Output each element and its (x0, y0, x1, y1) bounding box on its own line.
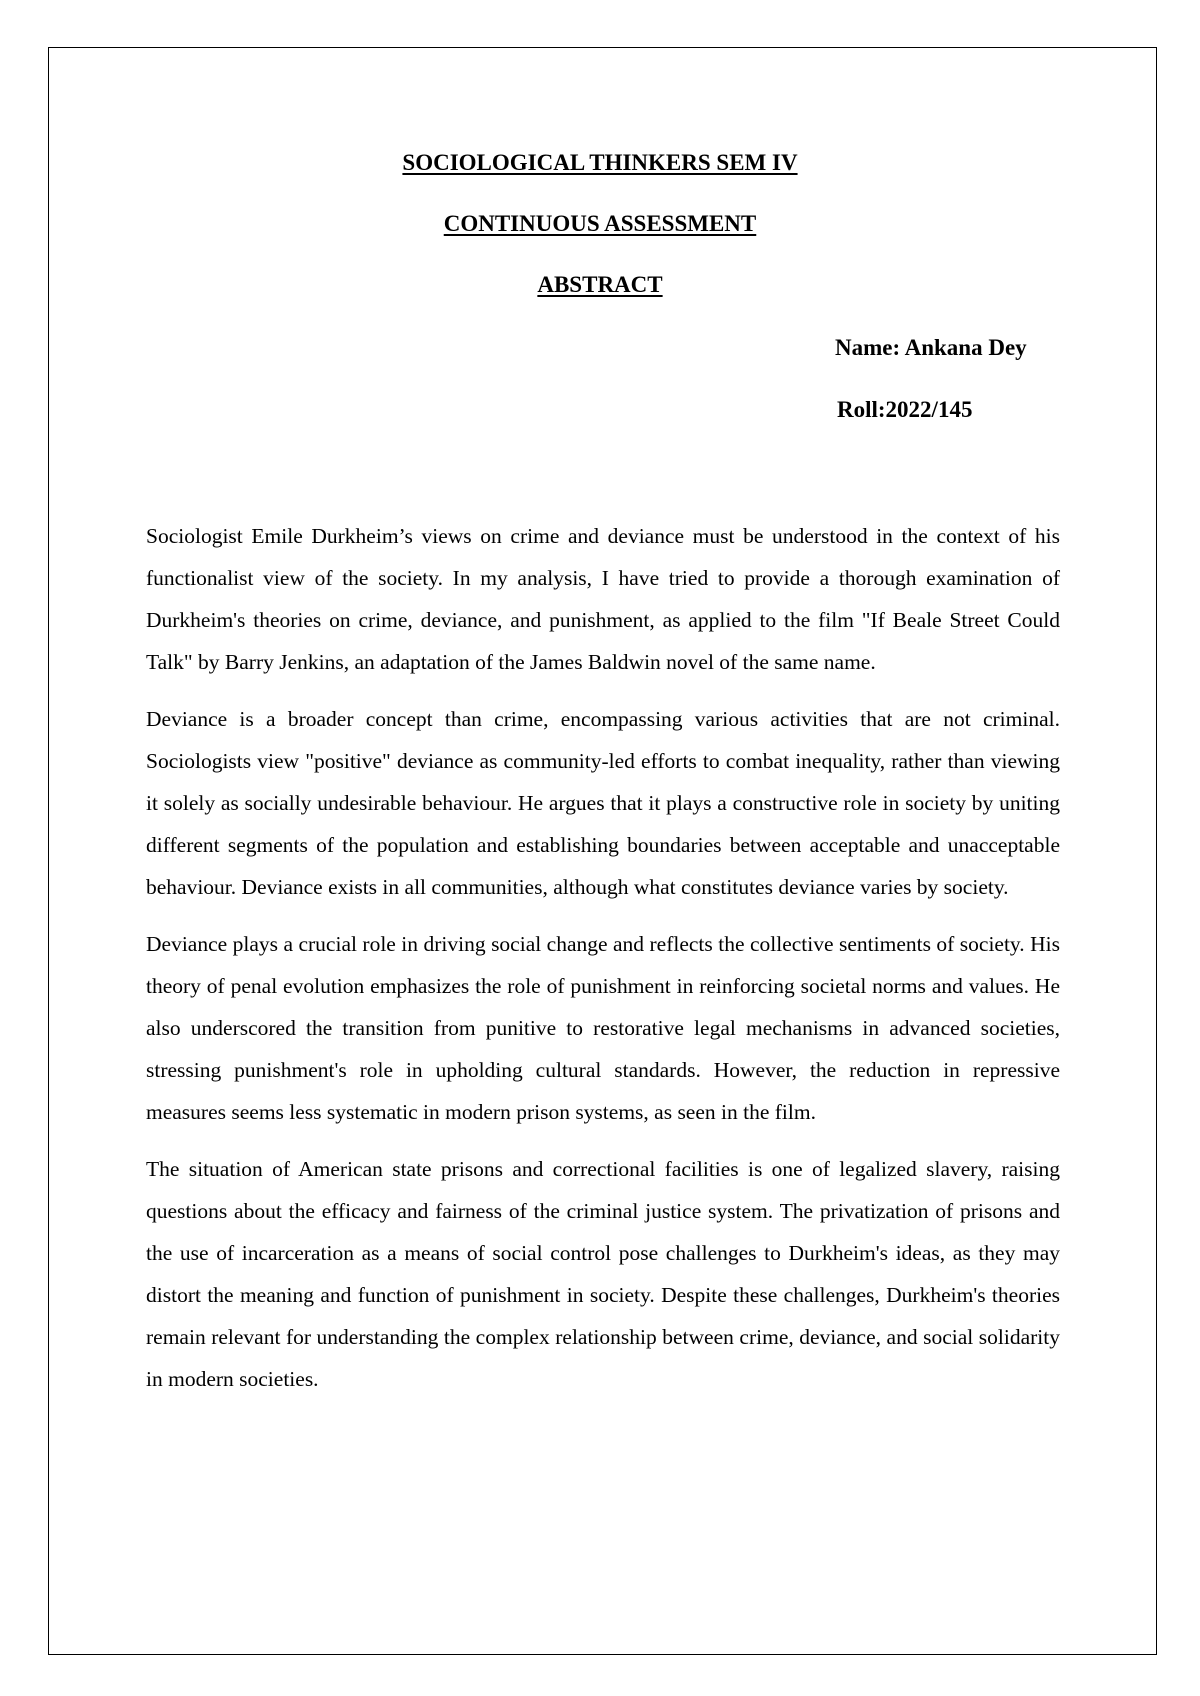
course-title: SOCIOLOGICAL THINKERS SEM IV (402, 150, 798, 175)
student-name: Name: Ankana Dey (835, 335, 1027, 360)
roll-number: Roll:2022/145 (837, 397, 973, 422)
paragraph-4: The situation of American state prisons and correctional facilities is one of legalized slavery, raising questions about the efficacy and fairness of the criminal justice system. The privatization of prisons and the use of incarceration as a means of social control pose challenges to Durkheim's ideas, as they may distort the meaning and function of punishment in society. Despite these challenges, Durkheim's theories remain relevant for understanding the complex relationship between crime, deviance, and social solidarity in modern societies. (146, 1157, 1060, 1391)
paragraph-1: Sociologist Emile Durkheim’s views on crime and deviance must be understood in the context of his functionalist view of the society. In my analysis, I have tried to provide a thorough examination of Durkheim's theories on crime, deviance, and punishment, as applied to the film "If Beale Street Could Talk" by Barry Jenkins, an adaptation of the James Baldwin novel of the same name. (146, 524, 1060, 674)
paragraph-2: Deviance is a broader concept than crime, encompassing various activities that are not criminal. Sociologists view "positive" deviance as community-led efforts to combat inequality, rather than viewing it solely as socially undesirable behaviour. He argues that it plays a constructive role in society by uniting different segments of the population and establishing boundaries between acceptable and unacceptable behaviour. Deviance exists in all communities, although what constitutes deviance varies by society. (146, 707, 1060, 899)
abstract-body (146, 515, 1060, 1415)
assessment-title: CONTINUOUS ASSESSMENT (443, 211, 757, 236)
abstract-heading: ABSTRACT (537, 272, 663, 297)
paragraph-3: Deviance plays a crucial role in driving social change and reflects the collective sentiments of society. His theory of penal evolution emphasizes the role of punishment in reinforcing societal norms and values. He also underscored the transition from punitive to restorative legal mechanisms in advanced societies, stressing punishment's role in upholding cultural standards. However, the reduction in repressive measures seems less systematic in modern prison systems, as seen in the film. (146, 932, 1060, 1124)
